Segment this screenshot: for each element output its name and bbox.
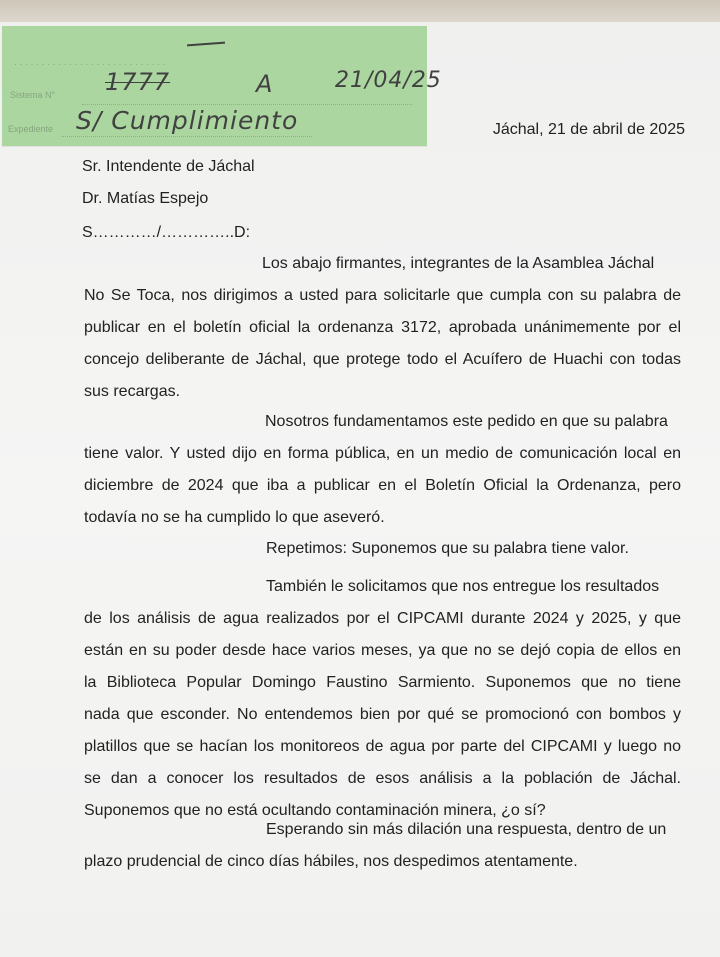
- reception-stamp: [2, 26, 442, 146]
- paragraph-4-line: se dan a conocer los resultados de esos análisis a la población de Jáchal.: [84, 770, 681, 787]
- paragraph-2-line: tiene valor. Y usted dijo en forma pública, en un medio de comunicación local en: [84, 445, 681, 462]
- place-and-date: Jáchal, 21 de abril de 2025: [492, 121, 685, 138]
- paragraph-5-line: plazo prudencial de cinco días hábiles, nos despedimos atentamente.: [84, 853, 578, 870]
- paragraph-4: [84, 571, 681, 827]
- paragraph-2-line: todavía no se ha cumplido lo que aseveró.: [84, 509, 385, 526]
- paragraph-1-line: publicar en el boletín oficial la ordenanza 3172, aprobada unánimemente por el: [84, 319, 681, 336]
- recipient-salutation: S…………/…………..D:: [82, 224, 251, 241]
- stamp-handwritten-subject: S/ Cumplimiento: [76, 106, 299, 135]
- paragraph-3: Repetimos: Suponemos que su palabra tiene valor.: [266, 540, 629, 557]
- paragraph-2-line: Nosotros fundamentamos este pedido en que su palabra: [265, 413, 668, 430]
- paragraph-4-line: platillos que se hacían los monitoreos de agua por parte del CIPCAMI y luego no: [84, 738, 681, 755]
- paragraph-1: [84, 248, 681, 408]
- stamp-label-row2: Expediente: [8, 124, 54, 134]
- paragraph-2: [84, 406, 681, 534]
- paragraph-5-line: Esperando sin más dilación una respuesta, dentro de un: [266, 821, 667, 838]
- stamp-handwritten-number: 1777: [105, 68, 171, 96]
- recipient-line-2: Dr. Matías Espejo: [82, 190, 209, 207]
- recipient-line-1: Sr. Intendente de Jáchal: [82, 158, 255, 175]
- paragraph-2-line: diciembre de 2024 que iba a publicar en el Boletín Oficial la Ordenanza, pero: [84, 477, 681, 494]
- paragraph-4-line: nada que esconder. No entendemos bien por qué se promocionó con bombos y: [84, 706, 681, 723]
- stamp-handwritten-dash: [187, 42, 225, 47]
- stamp-faint-text-1: · · · · · · · · · · · · · · · · · · · · · · · · · · · ·: [14, 59, 166, 69]
- paragraph-4-line: de los análisis de agua realizados por el CIPCAMI durante 2024 y 2025, y que: [84, 610, 681, 627]
- paragraph-1-line: sus recargas.: [84, 383, 181, 400]
- paragraph-1-line: No Se Toca, nos dirigimos a usted para solicitarle que cumpla con su palabra de: [84, 287, 681, 304]
- stamp-dotted-line-2: [62, 136, 312, 137]
- stamp-dotted-line-1: [82, 104, 412, 105]
- paragraph-1-line: concejo deliberante de Jáchal, que protege todo el Acuífero de Huachi con todas: [84, 351, 681, 368]
- paragraph-4-line: la Biblioteca Popular Domingo Faustino Sarmiento. Suponemos que no tiene: [84, 674, 681, 691]
- paragraph-4-line: están en su poder desde hace varios meses, ya que no se dejó copia de ellos en: [84, 642, 681, 659]
- stamp-label-row1: Sistema N°: [10, 90, 56, 100]
- paragraph-4-line: Suponemos que no está ocultando contaminación minera, ¿o sí?: [84, 802, 546, 819]
- paragraph-4-line: También le solicitamos que nos entregue los resultados: [266, 578, 660, 595]
- paragraph-5: [84, 814, 681, 878]
- stamp-handwritten-date: 21/04/25: [335, 68, 442, 93]
- paragraph-1-line: Los abajo firmantes, integrantes de la Asamblea Jáchal: [262, 255, 655, 272]
- stamp-handwritten-letter: A: [256, 70, 274, 98]
